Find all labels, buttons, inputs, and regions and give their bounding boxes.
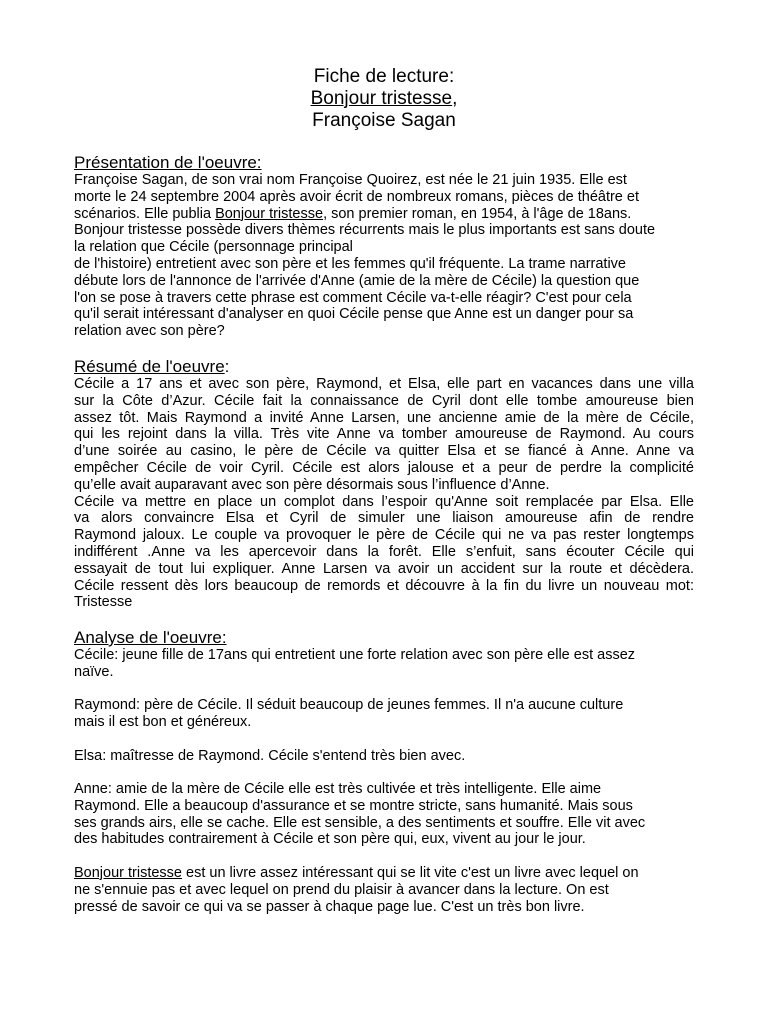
title-line-2 xyxy=(0,88,768,110)
text-line: Cécile a 17 ans et avec son père, Raymond, et Elsa, elle part en vacances dans une villa xyxy=(74,376,694,392)
text-line: relation avec son père? xyxy=(74,323,225,340)
text-line: essayait de tout lui expliquer. Anne Larsen va avoir un accident sur la route et décèdera. xyxy=(74,560,694,577)
text-line: la relation que Cécile (personnage principal xyxy=(74,239,353,256)
text-line xyxy=(74,206,655,223)
title-line-1: Fiche de lecture: xyxy=(313,66,455,87)
text-line: Cécile: jeune fille de 17ans qui entretient une forte relation avec son père elle est assez xyxy=(74,647,636,663)
text-line: de l'histoire) entretient avec son père et les femmes qu'il fréquente. La trame narrative xyxy=(74,255,626,272)
title-author: Françoise Sagan xyxy=(312,110,456,131)
text-line: Anne: amie de la mère de Cécile elle est très cultivée et très intelligente. Elle aime xyxy=(74,781,602,797)
text-fragment: , son premier roman, en 1954, à l'âge de 18ans. xyxy=(323,205,632,222)
text-line: pressé de savoir ce qui va se passer à chaque page lue. C'est un très bon livre. xyxy=(74,898,585,915)
text-line: empêcher Cécile de voir Cyril. Cécile est alors jalouse et a peur de perdre la complicité xyxy=(74,459,694,476)
text-line: naïve. xyxy=(74,663,114,680)
text-line: Bonjour tristesse possède divers thèmes récurrents mais le plus importants est sans doute xyxy=(74,222,656,239)
text-line: débute lors de l'annonce de l'arrivée d'Anne (amie de la mère de Cécile) la question que xyxy=(74,272,640,289)
text-line xyxy=(74,865,639,882)
text-line: Cécile ressent dès lors beaucoup de remords et découvre à la fin du livre un nouveau mot: xyxy=(74,577,694,594)
text-line: Raymond: père de Cécile. Il séduit beaucoup de jeunes femmes. Il n'a aucune culture xyxy=(74,697,624,713)
resume-heading xyxy=(74,357,229,376)
text-line: sur la Côte d’Azur. Cécile fait la connaissance de Cyril dont elle tombe amoureuse bien xyxy=(74,392,694,409)
text-line: mais il est bon et généreux. xyxy=(74,713,252,730)
text-line: Raymond jaloux. Le couple va provoquer le père de Cécile qui ne va pas rester longtemps xyxy=(74,527,694,544)
text-fragment: est un livre assez intéressant qui se lit vite c'est un livre avec lequel on xyxy=(182,865,639,881)
text-line: morte le 24 septembre 2004 après avoir écrit de nombreux romans, pièces de théâtre et xyxy=(74,188,639,205)
text-line: Cécile va mettre en place un complot dans l’espoir qu'Anne soit remplacée par Elsa. Elle xyxy=(74,493,694,510)
text-line: Raymond. Elle a beaucoup d'assurance et se montre stricte, sans humanité. Mais sous xyxy=(74,797,633,814)
analyse-heading: Analyse de l'oeuvre: xyxy=(74,628,227,647)
book-title-inline: Bonjour tristesse xyxy=(215,205,324,222)
text-line: ses grands airs, elle se cache. Elle est sensible, a des sentiments et souffre. Elle vit avec xyxy=(74,814,646,831)
analyse-elsa xyxy=(74,748,465,765)
text-line: Françoise Sagan, de son vrai nom Françoise Quoirez, est née le 21 juin 1935. Elle est xyxy=(74,172,627,188)
presentation-body xyxy=(74,172,655,340)
analyse-anne xyxy=(74,781,645,848)
text-line: qu'il serait intéressant d'analyser en quoi Cécile pense que Anne est un danger pour sa xyxy=(74,306,634,323)
presentation-heading: Présentation de l'oeuvre: xyxy=(74,153,262,172)
text-line: l'on se pose à travers cette phrase est comment Cécile va-t-elle réagir? C'est pour cela xyxy=(74,289,632,306)
analyse-raymond xyxy=(74,697,623,731)
text-line: qui les rejoint dans la villa. Très vite Anne va tomber amoureuse de Raymond. Au cours xyxy=(74,426,694,443)
document-title xyxy=(0,66,768,132)
text-line: des habitudes contrairement à Cécile et son père qui, eux, vivent au jour le jour. xyxy=(74,831,586,848)
analyse-conclusion xyxy=(74,865,639,915)
text-line: assez tôt. Mais Raymond a invité Anne Larsen, une ancienne amie de la mère de Cécile, xyxy=(74,409,694,426)
text-line: va alors convaincre Elsa et Cyril de simuler une liaison amoureuse afin de rendre xyxy=(74,510,694,527)
text-line: d’une soirée au casino, le père de Cécile va quitter Elsa et se fiancé à Anne. Anne va xyxy=(74,443,694,460)
resume-heading-colon: : xyxy=(224,357,230,376)
resume-body xyxy=(74,376,694,611)
text-line: Tristesse xyxy=(74,594,133,611)
title-comma: , xyxy=(452,88,458,109)
text-line: Elsa: maîtresse de Raymond. Cécile s'entend très bien avec. xyxy=(74,748,466,764)
text-fragment: scénarios. Elle publia xyxy=(74,205,216,222)
resume-heading-text: Résumé de l'oeuvre xyxy=(74,357,225,376)
book-title: Bonjour tristesse xyxy=(310,88,453,109)
text-line: indifférent .Anne va les apercevoir dans la forêt. Elle s’enfuit, sans écouter Cécile qui xyxy=(74,543,694,560)
analyse-cecile xyxy=(74,647,635,681)
text-line: ne s'ennuie pas et avec lequel on prend du plaisir à avancer dans la lecture. On est xyxy=(74,881,609,898)
book-title-inline: Bonjour tristesse xyxy=(74,865,182,881)
text-line: qu’elle avait auparavant avec son père désormais sous l’influence d’Anne. xyxy=(74,476,550,493)
